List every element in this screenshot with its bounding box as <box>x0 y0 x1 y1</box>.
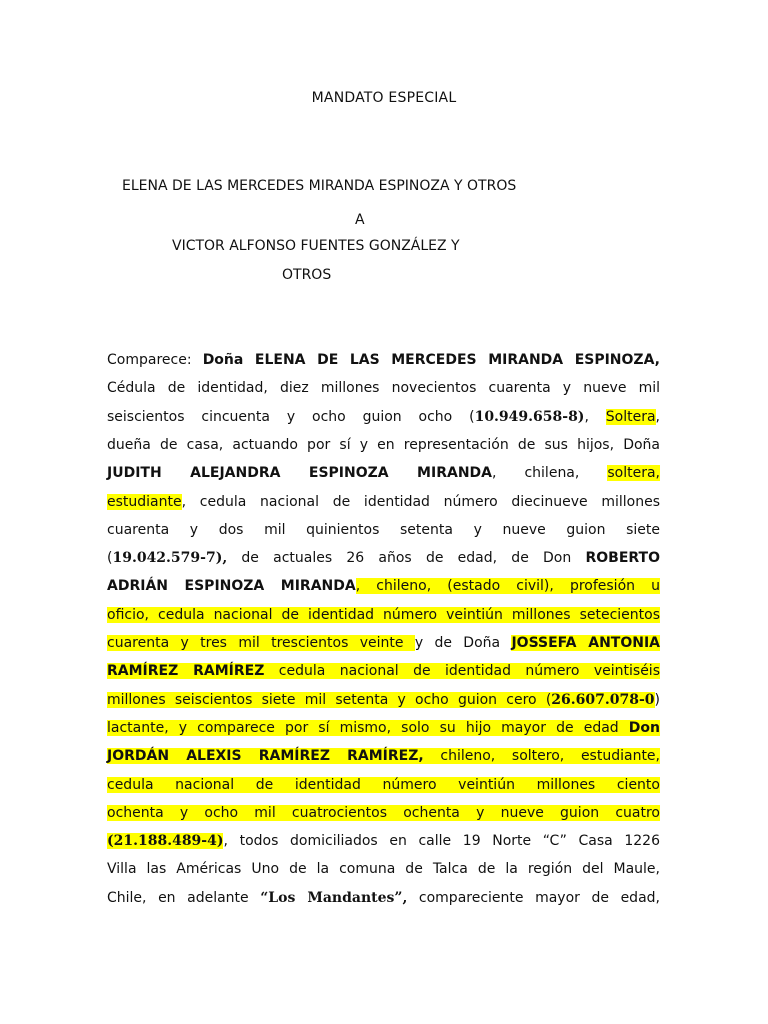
body-line <box>107 690 660 712</box>
body-text-run: JORDÁN ALEXIS RAMÍREZ RAMÍREZ, <box>107 748 424 765</box>
body-text-run: Don <box>628 719 660 736</box>
body-text-run: JOSSEFA ANTONIA <box>511 635 661 651</box>
body-text-run: Comparece: <box>107 352 203 368</box>
body-text-run: cuarenta y tres mil trescientos veinte <box>107 635 415 651</box>
heading-others-line: OTROS <box>282 267 332 283</box>
body-text-run: dueña de casa, actuando por sí y en representación de sus hijos, Doña <box>107 436 660 453</box>
body-line <box>107 435 660 457</box>
body-text-run: de actuales 26 años de edad, de Don <box>227 550 586 567</box>
body-text-run: cuarenta y dos mil quinientos setenta y nueve guion siete <box>107 521 660 538</box>
body-text-run: 26.607.078-0 <box>551 691 655 708</box>
body-text-run: lactante, y comparece por sí mismo, solo su hijo mayor de edad <box>107 719 629 736</box>
body-line <box>107 859 660 881</box>
body-line <box>107 548 660 570</box>
heading-attorney-line: VICTOR ALFONSO FUENTES GONZÁLEZ Y <box>172 238 460 254</box>
body-text-run: 19.042.579-7), <box>112 550 228 567</box>
body-text-run: , todos domiciliados en calle 19 Norte “C” Casa 1226 <box>223 833 660 850</box>
body-text-run: Villa las Américas Uno de la comuna de Talca de la región del Maule, <box>107 861 660 878</box>
body-text-run: RAMÍREZ RAMÍREZ <box>107 663 265 680</box>
body-line <box>107 520 660 542</box>
body-line <box>107 831 660 853</box>
body-line <box>107 746 660 768</box>
body-line <box>107 718 660 740</box>
body-text-run: , <box>655 408 660 425</box>
body-line <box>107 576 660 598</box>
body-text-run: , cedula nacional de identidad número diecinueve millones <box>181 493 660 510</box>
body-line <box>107 661 660 683</box>
body-text-run: chileno, soltero, estudiante, <box>423 748 660 765</box>
body-text-run: seiscientos cincuenta y ocho guion ocho ( <box>107 408 475 425</box>
body-text-run: cedula nacional de identidad número veintiséis <box>264 663 660 680</box>
body-text-run: soltera, <box>607 465 661 482</box>
body-line <box>107 463 660 485</box>
body-text-run: y de Doña <box>414 635 512 651</box>
body-line <box>107 492 660 514</box>
body-text-run: Cédula de identidad, diez millones novecientos cuarenta y nueve mil <box>107 380 660 397</box>
body-text-run: ) <box>654 691 660 708</box>
body-text-run: ochenta y ocho mil cuatrocientos ochenta y nueve guion cuatro <box>107 804 660 821</box>
body-line <box>107 803 660 825</box>
body-text-run: compareciente mayor de edad, <box>407 889 660 906</box>
body-line <box>107 378 660 400</box>
body-line <box>107 775 660 797</box>
body-text-run: ADRIÁN ESPINOZA MIRANDA <box>107 578 356 595</box>
body-text-run: Doña ELENA DE LAS MERCEDES MIRANDA ESPINOZA, <box>202 352 660 368</box>
body-text-run: millones seiscientos siete mil setenta y ocho guion cero ( <box>107 691 552 708</box>
body-text-run: 10.949.658-8) <box>474 408 585 425</box>
body-line <box>107 605 660 627</box>
body-text-run: , chilena, <box>492 465 608 482</box>
heading-connector: A <box>355 212 365 228</box>
body-line <box>107 888 660 910</box>
body-text-run: cedula nacional de identidad número veintiún millones ciento <box>107 776 660 793</box>
document-title: MANDATO ESPECIAL <box>311 90 457 106</box>
body-text-run: ( <box>107 550 113 567</box>
body-text-run: ROBERTO <box>585 550 660 567</box>
heading-parties-line: ELENA DE LAS MERCEDES MIRANDA ESPINOZA Y OTROS <box>122 178 517 194</box>
body-text-run: , chileno, (estado civil), profesión u <box>355 578 660 595</box>
body-text-run: Soltera <box>605 408 656 425</box>
body-line <box>107 350 660 372</box>
body-text-run: estudiante <box>107 493 182 510</box>
body-text-run: , <box>584 408 606 425</box>
body-line <box>107 407 660 429</box>
body-text-run: Chile, en adelante <box>107 889 261 906</box>
body-line <box>107 633 660 655</box>
body-text-run: “Los Mandantes”, <box>260 889 408 906</box>
body-text-run: (21.188.489-4) <box>107 833 224 850</box>
body-text-run: JUDITH ALEJANDRA ESPINOZA MIRANDA <box>107 465 492 482</box>
body-text-run: oficio, cedula nacional de identidad número veintiún millones setecientos <box>107 606 660 623</box>
